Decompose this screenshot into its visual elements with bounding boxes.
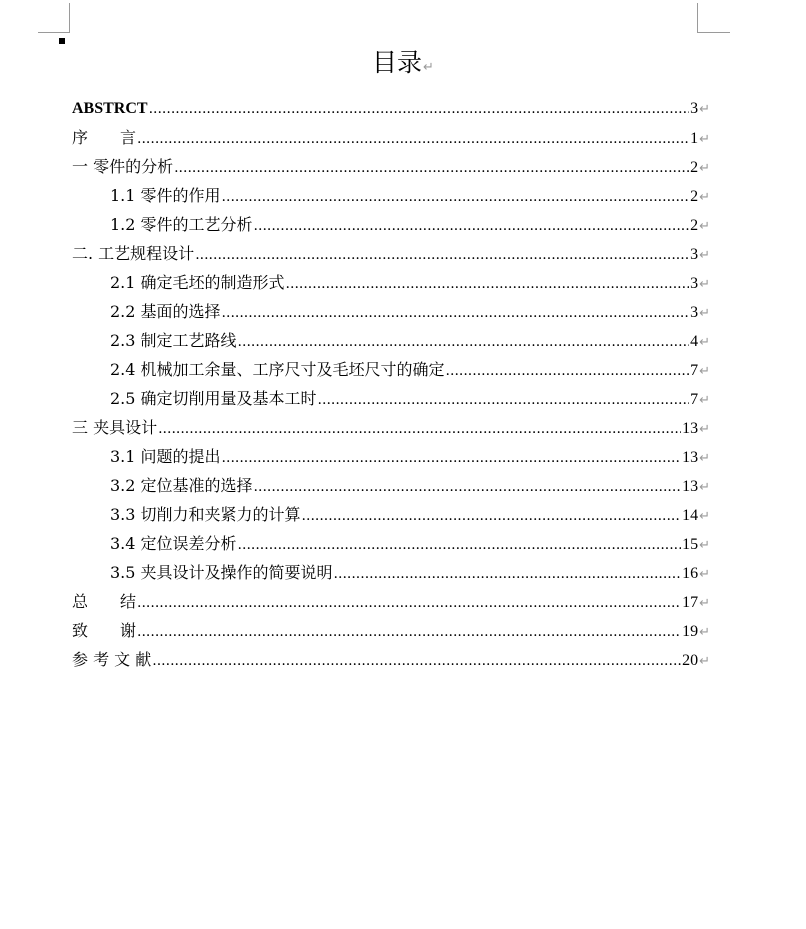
toc-entry[interactable] [72,152,710,181]
paragraph-mark-icon: ↵ [699,422,710,437]
toc-entry[interactable] [72,442,710,471]
toc-entry-title: 3.4 定位误差分析 [110,534,237,553]
toc-dot-leader [174,154,689,183]
paragraph-mark-icon: ↵ [699,161,710,176]
toc-entry-page-number: 3 [690,246,699,263]
toc-dot-leader [137,618,681,647]
toc-dot-leader [137,125,689,154]
paragraph-mark-icon: ↵ [423,60,434,75]
toc-entry[interactable] [72,297,710,326]
paragraph-mark-icon: ↵ [699,132,710,147]
toc-dot-leader [158,415,681,444]
toc-dot-leader [222,444,682,473]
toc-entry[interactable] [72,413,710,442]
toc-entry-title: 1.2 零件的工艺分析 [110,215,253,234]
toc-entry[interactable] [72,384,710,413]
paragraph-mark-icon: ↵ [699,102,710,117]
crop-mark-top-right-vertical [697,3,698,33]
paragraph-mark-icon: ↵ [699,219,710,234]
toc-entry-page-number: 3 [690,304,699,321]
toc-entry[interactable] [72,123,710,152]
toc-entry-page-number: 13 [682,478,699,495]
paragraph-mark-icon: ↵ [699,364,710,379]
paragraph-mark-icon: ↵ [699,538,710,553]
toc-entry-title: 三 夹具设计 [72,418,158,437]
toc-entry-page-number: 13 [682,449,699,466]
toc-entry[interactable] [72,355,710,384]
crop-mark-top-left-vertical [69,3,70,33]
toc-entry-title: 致 谢 [72,621,137,640]
toc-entry-page-number: 3 [690,100,699,117]
toc-entry[interactable] [72,529,710,558]
toc-entry-page-number: 1 [690,130,699,147]
toc-entry[interactable] [72,181,710,210]
toc-entry-title: 2.1 确定毛坯的制造形式 [110,273,285,292]
table-of-contents [72,94,710,674]
toc-entry-title: 3.1 问题的提出 [110,447,221,466]
anchor-marker-icon [59,38,65,44]
toc-dot-leader [302,502,682,531]
toc-entry-title: 2.3 制定工艺路线 [110,331,237,350]
toc-entry-page-number: 19 [682,623,699,640]
toc-dot-leader [254,473,682,502]
paragraph-mark-icon: ↵ [699,480,710,495]
toc-entry-title: 1.1 零件的作用 [110,186,221,205]
toc-entry-title: 参 考 文 献 [72,650,152,669]
toc-entry-title: 3.3 切削力和夹紧力的计算 [110,505,301,524]
paragraph-mark-icon: ↵ [699,190,710,205]
toc-dot-leader [222,183,690,212]
toc-entry[interactable] [72,239,710,268]
paragraph-mark-icon: ↵ [699,393,710,408]
toc-dot-leader [222,299,690,328]
toc-entry-title: 序 言 [72,128,137,147]
toc-entry-title: 2.4 机械加工余量、工序尺寸及毛坯尺寸的确定 [110,360,445,379]
toc-entry-page-number: 13 [682,420,699,437]
toc-dot-leader [137,589,681,618]
toc-entry-page-number: 7 [690,362,699,379]
toc-entry-title: 2.5 确定切削用量及基本工时 [110,389,317,408]
toc-entry-title: 一 零件的分析 [72,157,174,176]
toc-dot-leader [254,212,690,241]
toc-entry[interactable] [72,558,710,587]
toc-entry[interactable] [72,94,710,123]
toc-entry-page-number: 14 [682,507,699,524]
toc-entry[interactable] [72,471,710,500]
toc-entry-page-number: 2 [690,217,699,234]
toc-dot-leader [195,241,689,270]
paragraph-mark-icon: ↵ [699,451,710,466]
toc-entry-title: 3.5 夹具设计及操作的简要说明 [110,563,333,582]
paragraph-mark-icon: ↵ [699,567,710,582]
toc-entry-page-number: 16 [682,565,699,582]
toc-entry-title: 总 结 [72,592,137,611]
toc-entry[interactable] [72,616,710,645]
toc-dot-leader [318,386,690,415]
toc-dot-leader [238,328,690,357]
toc-entry-page-number: 15 [682,536,699,553]
paragraph-mark-icon: ↵ [699,509,710,524]
toc-entry-title: 2.2 基面的选择 [110,302,221,321]
paragraph-mark-icon: ↵ [699,335,710,350]
paragraph-mark-icon: ↵ [699,277,710,292]
toc-dot-leader [446,357,690,386]
crop-mark-top-right-horizontal [697,32,730,33]
toc-dot-leader [286,270,690,299]
paragraph-mark-icon: ↵ [699,306,710,321]
page-title-text: 目录 [372,48,423,77]
paragraph-mark-icon: ↵ [699,625,710,640]
toc-entry-page-number: 4 [690,333,699,350]
toc-entry-title: ABSTRCT [72,100,148,117]
toc-entry-page-number: 2 [690,188,699,205]
toc-entry-page-number: 17 [682,594,699,611]
toc-entry-page-number: 2 [690,159,699,176]
toc-dot-leader [149,95,690,124]
paragraph-mark-icon: ↵ [699,248,710,263]
toc-dot-leader [238,531,682,560]
toc-entry[interactable] [72,500,710,529]
toc-entry-page-number: 3 [690,275,699,292]
toc-entry[interactable] [72,645,710,674]
toc-entry-title: 二. 工艺规程设计 [72,244,195,263]
toc-entry[interactable] [72,326,710,355]
crop-mark-top-left-horizontal [38,32,70,33]
paragraph-mark-icon: ↵ [699,654,710,669]
toc-entry[interactable] [72,587,710,616]
toc-entry[interactable] [72,210,710,239]
paragraph-mark-icon: ↵ [699,596,710,611]
toc-entry[interactable] [72,268,710,297]
toc-entry-title: 3.2 定位基准的选择 [110,476,253,495]
toc-entry-page-number: 7 [690,391,699,408]
toc-dot-leader [334,560,682,589]
page-title [0,46,806,85]
toc-entry-page-number: 20 [682,652,699,669]
toc-dot-leader [152,647,681,676]
